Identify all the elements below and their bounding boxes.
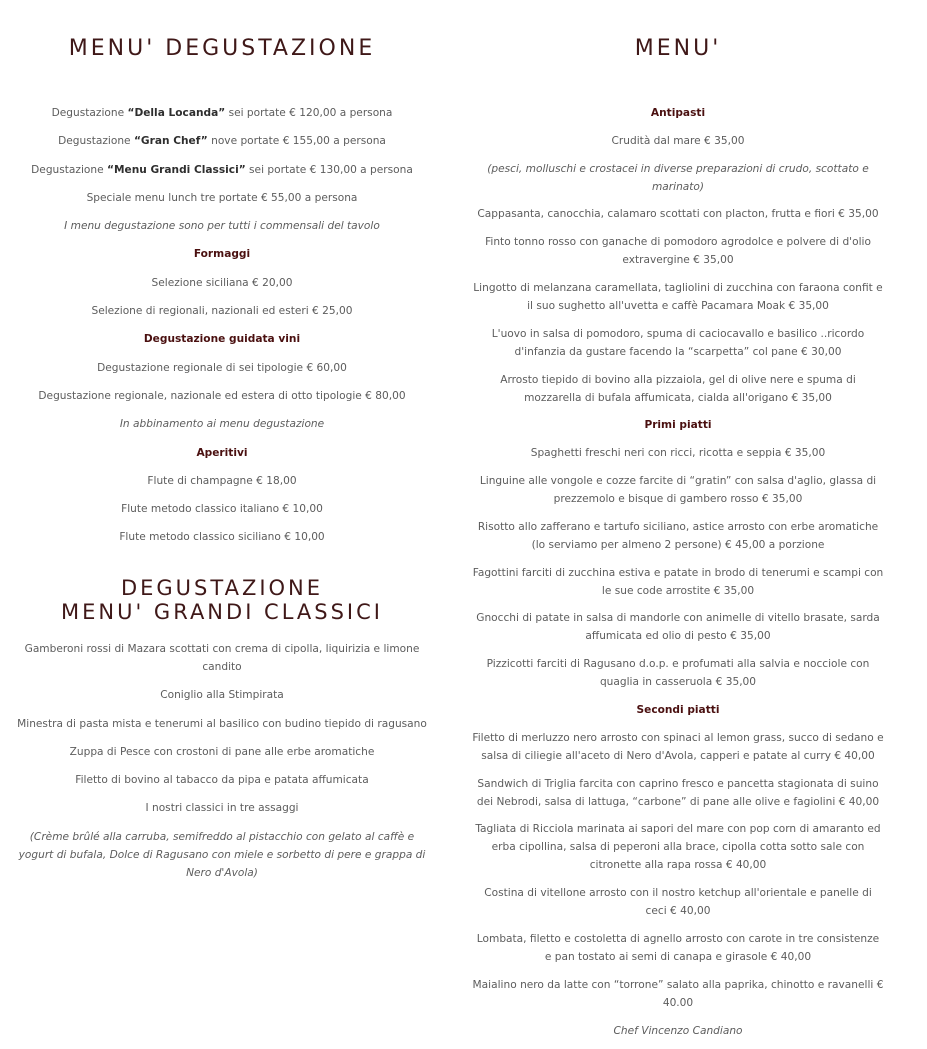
menu-item: Flute di champagne € 18,00: [147, 474, 297, 487]
classics-dessert-note: (Crème brûlé alla carruba, semifreddo al pistacchio con gelato al caffè e yogurt di bufala, Dolce di Ragusano con miele e sorbetto di pere e grappa di Nero d'Avola): [18, 830, 426, 879]
menu-item: Spaghetti freschi neri con ricci, ricotta e seppia € 35,00: [530, 447, 826, 460]
section-heading-vini: Degustazione guidata vini: [143, 333, 301, 346]
menu-item: Pizzicotti farciti di Ragusano d.o.p. e profumati alla salvia e nocciole con quaglia in casseruola € 35,00: [486, 658, 870, 689]
menu-item: Lombata, filetto e costoletta di agnello arrosto con carote in tre consistenze e pan tostato ai semi di canapa e girasole € 40,00: [476, 932, 880, 963]
menu-item: Finto tonno rosso con ganache di pomodoro agrodolce e polvere di d'olio extravergine € 35,00: [485, 236, 871, 267]
tasting-menu-title: MENU' DEGUSTAZIONE: [68, 36, 376, 61]
tasting-option-della-locanda: Degustazione “Della Locanda” sei portate € 120,00 a persona: [51, 107, 393, 119]
menu-item: Selezione di regionali, nazionali ed esteri € 25,00: [91, 305, 353, 318]
menu-item: Linguine alle vongole e cozze farcite di “gratin” con salsa d'aglio, glassa di prezzemolo e bisque di gambero rosso € 35,00: [479, 474, 877, 505]
menu-item: Fagottini farciti di zucchina estiva e patate in brodo di tenerumi e scampi con le sue code arrostite € 35,00: [472, 566, 884, 597]
menu-item: Sandwich di Triglia farcita con caprino fresco e pancetta stagionata di suino dei Nebrodi, salsa di lattuga, “carbone” di pane alle olive e fagiolini € 40,00: [476, 777, 880, 808]
menu-item: Costina di vitellone arrosto con il nostro ketchup all'orientale e panelle di ceci € 40,00: [484, 887, 872, 918]
menu-item: Maialino nero da latte con “torrone” salato alla paprika, chinotto e ravanelli € 40.00: [472, 978, 884, 1009]
tasting-option-gran-chef: Degustazione “Gran Chef” nove portate € 155,00 a persona: [58, 135, 386, 148]
menu-item: Crudità dal mare € 35,00: [611, 134, 745, 147]
section-heading-formaggi: Formaggi: [193, 248, 251, 261]
menu-item: Selezione siciliana € 20,00: [151, 276, 293, 289]
menu-item: Filetto di bovino al tabacco da pipa e patata affumicata: [75, 774, 369, 787]
classics-menu-title: DEGUSTAZIONE MENU' GRANDI CLASSICI: [61, 576, 383, 624]
classics-menu-list: [12, 640, 432, 892]
menu-item: Risotto allo zafferano e tartufo siciliano, astice arrosto con erbe aromatiche (lo serviamo per almeno 2 persone) € 45,00 a porzione: [477, 520, 879, 551]
menu-item: Filetto di merluzzo nero arrosto con spinaci al lemon grass, succo di sedano e salsa di ciliegie all'aceto di Nero d'Avola, capperi e patate al curry € 40,00: [472, 731, 884, 762]
tasting-option-grandi-classici: Degustazione “Menu Grandi Classici” sei portate € 130,00 a persona: [31, 163, 413, 176]
tasting-menu-list: [12, 104, 432, 557]
menu-item: Minestra di pasta mista e tenerumi al basilico con budino tiepido di ragusano: [17, 717, 427, 730]
section-heading-primi: Primi piatti: [644, 419, 712, 432]
menu-item: I nostri classici in tre assaggi: [145, 802, 299, 815]
menu-item: Degustazione regionale di sei tipologie € 60,00: [97, 361, 347, 374]
menu-item: Gamberoni rossi di Mazara scottati con crema di cipolla, liquirizia e limone candito: [24, 643, 420, 673]
menu-title: MENU': [634, 36, 722, 61]
menu-item: Gnocchi di patate in salsa di mandorle con animelle di vitello brasate, sarda affumicata ed olio di pesto € 35,00: [476, 612, 880, 643]
menu-item: Flute metodo classico siciliano € 10,00: [119, 531, 325, 544]
menu-item: Degustazione regionale, nazionale ed estera di otto tipologie € 80,00: [38, 389, 406, 402]
menu-item: Tagliata di Ricciola marinata ai sapori del mare con pop corn di amaranto ed erba cipollina, salsa di peperoni alla brace, cipolla cotta sotto sale con citronette alla rapa rossa € 40,00: [475, 823, 881, 872]
menu-item: Lingotto di melanzana caramellata, tagliolini di zucchina con faraona confit e il suo sughetto all'uvetta e caffè Pacamara Moak € 35,00: [473, 281, 883, 312]
menu-item: Cappasanta, canocchia, calamaro scottati con placton, frutta e fiori € 35,00: [477, 208, 879, 221]
crudita-note: (pesci, molluschi e crostacei in diverse preparazioni di crudo, scottato e marinato): [487, 162, 869, 193]
wine-note: In abbinamento ai menu degustazione: [119, 418, 325, 431]
menu-item: Zuppa di Pesce con crostoni di pane alle erbe aromatiche: [69, 745, 375, 758]
menu-item: Flute metodo classico italiano € 10,00: [121, 503, 323, 516]
lunch-menu: Speciale menu lunch tre portate € 55,00 a persona: [86, 191, 358, 204]
a-la-carte-list: [468, 104, 888, 1049]
tasting-note: I menu degustazione sono per tutti i commensali del tavolo: [64, 220, 380, 233]
menu-item: L'uovo in salsa di pomodoro, spuma di caciocavallo e basilico ..ricordo d'infanzia da gustare facendo la “scarpetta” col pane € 30,00: [491, 327, 865, 358]
section-heading-secondi: Secondi piatti: [636, 703, 720, 716]
menu-item: Coniglio alla Stimpirata: [160, 689, 284, 702]
menu-item: Arrosto tiepido di bovino alla pizzaiola, gel di olive nere e spuma di mozzarella di bufala affumicata, cialda all'origano € 35,00: [500, 373, 856, 404]
chef-signature: Chef Vincenzo Candiano: [613, 1024, 743, 1037]
section-heading-aperitivi: Aperitivi: [196, 446, 248, 459]
section-heading-antipasti: Antipasti: [650, 107, 706, 119]
